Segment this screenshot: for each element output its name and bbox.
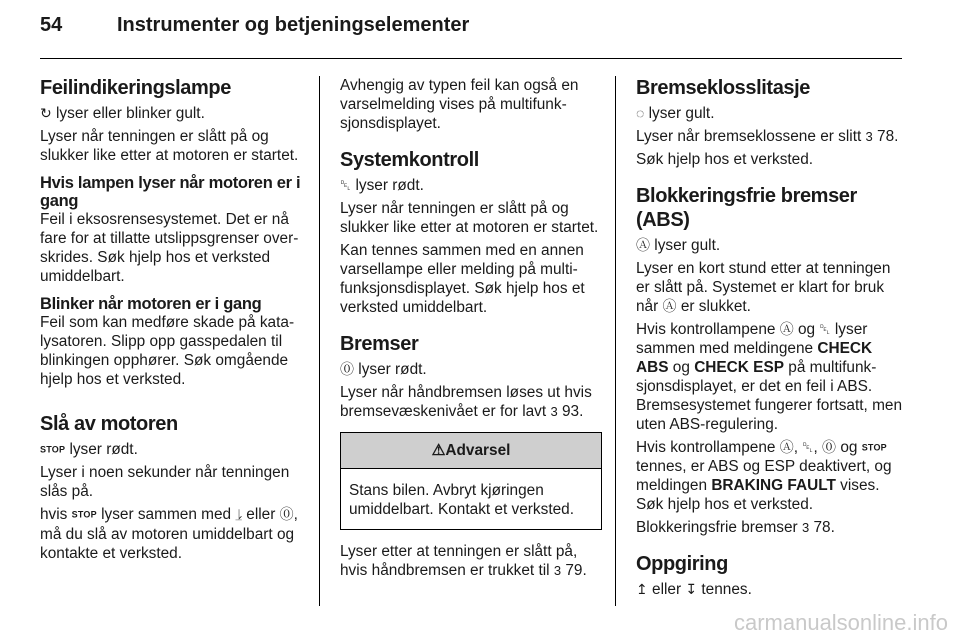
text: Blokkeringsfrie bremser: [636, 519, 798, 537]
chapter-title: Instrumenter og betjeningselementer: [117, 14, 470, 36]
text: tennes, er ABS og ESP deaktivert, og meldingen: [636, 458, 892, 495]
warning-body: Stans bilen. Avbryt kjøringen umiddelbart. Kontakt et verksted.: [349, 482, 574, 518]
text: Hvis kontrollampene: [636, 439, 776, 456]
shift-down-icon: ↧: [685, 581, 698, 598]
column-divider-2: [615, 76, 616, 606]
section-title-brakes: Bremser: [340, 333, 419, 355]
text: Lyser når bremseklossene er slitt: [636, 128, 862, 145]
text: og: [840, 439, 858, 456]
text: lyser rødt.: [69, 441, 138, 458]
column-3: [636, 76, 902, 599]
section-title-system-check: Systemkontroll: [340, 149, 479, 171]
paragraph: Lyser når tenningen er slått på og slukker like etter at motoren er startet.: [340, 200, 599, 236]
text: tennes.: [701, 581, 752, 599]
stop-icon: STOP: [40, 444, 66, 455]
page-ref[interactable]: 79.: [565, 562, 587, 579]
paragraph: Søk hjelp hos et verksted.: [636, 151, 814, 168]
brake-icon: ⓪: [340, 361, 354, 377]
message-check-esp: CHECK ESP: [694, 359, 784, 376]
page-ref-icon: 3: [801, 520, 810, 536]
text: vises. Søk hjelp hos et verksted.: [636, 477, 880, 514]
abs-icon: Ⓐ: [779, 439, 794, 455]
coolant-icon: ⥕: [235, 506, 242, 523]
text: hvis: [40, 506, 68, 524]
text: er slukket.: [680, 298, 751, 315]
section-title-stop-engine: Slå av motoren: [40, 413, 178, 435]
page-ref[interactable]: 93.: [561, 403, 584, 420]
text: og: [672, 359, 690, 376]
header-rule: [40, 58, 902, 59]
abs-icon: Ⓐ: [636, 237, 650, 253]
text: lyser rødt.: [355, 177, 424, 194]
text: lyser rødt.: [358, 361, 427, 378]
column-divider-1: [319, 76, 320, 606]
section-title-brake-pad-wear: Bremseklosslitasje: [636, 77, 811, 99]
message-check-abs: CHECK ABS: [636, 340, 873, 376]
warning-box: [340, 432, 602, 530]
brake-icon: ⓪: [822, 439, 837, 455]
text: Lyser en kort stund etter at tenningen er slått på. Systemet er klart for bruk når: [636, 260, 891, 315]
page-ref-icon: 3: [550, 404, 558, 419]
page-ref[interactable]: 78.: [877, 128, 899, 145]
page-ref[interactable]: 78.: [813, 519, 835, 537]
brake-icon: ⓪: [279, 506, 294, 523]
text: eller: [652, 581, 682, 599]
text: lyser sammen med meldingene: [636, 321, 868, 357]
section-title-malfunction-lamp: Feilindikeringslampe: [40, 77, 231, 99]
page-ref-icon: 3: [865, 129, 873, 144]
brake-pad-icon: ◌: [636, 105, 645, 121]
watermark: carmanualsonline.info: [733, 610, 948, 635]
text: ,: [813, 439, 818, 456]
subheading-lights: Hvis lampen lyser når motoren er i gang: [40, 174, 301, 210]
page-number: 54: [40, 14, 63, 36]
shift-up-icon: ↥: [636, 581, 648, 598]
text: Advarsel: [445, 442, 511, 459]
text: lyser gult.: [654, 237, 721, 254]
text: eller: [246, 506, 276, 524]
column-1: [40, 76, 306, 563]
paragraph: Lyser i noen sekunder når tenningen slås på.: [40, 464, 290, 501]
text: lyser sammen med: [101, 506, 232, 524]
page-header: [40, 14, 469, 37]
section-title-abs: Blokkeringsfrie bremser (ABS): [636, 185, 857, 231]
paragraph: Feil som kan medføre skade på katalysatoren. Slipp opp gasspedalen til blinkingen opphører. Søk omgående hjelp hos et verksted.: [40, 314, 295, 388]
wrench-icon: ␡: [802, 439, 814, 455]
abs-icon: Ⓐ: [662, 298, 677, 314]
warning-title: [341, 433, 601, 469]
abs-icon: Ⓐ: [779, 321, 794, 337]
text: og: [798, 321, 816, 338]
engine-icon: ↻: [40, 105, 52, 121]
text: på multifunksjonsdisplayet, er det en feil i ABS. Bremsesystemet fungerer fortsatt, men uten ABS-regulering.: [636, 359, 903, 433]
text: Hvis kontrollampene: [636, 321, 776, 338]
message-braking-fault: BRAKING FAULT: [711, 477, 836, 495]
paragraph: Feil i eksosrensesystemet. Det er nå fare for at tillatte utslippsgrenser overskrides. Søk hjelp hos et verksted umiddelbart.: [40, 211, 299, 285]
text: ,: [793, 439, 798, 456]
wrench-icon: ␡: [340, 177, 352, 193]
text: , må du slå av motoren umiddelbart og kontakte et verksted.: [40, 506, 298, 562]
text: lyser gult.: [648, 105, 715, 122]
stop-icon: STOP: [71, 509, 97, 520]
stop-icon: STOP: [861, 442, 887, 453]
paragraph: Kan tennes sammen med en annen varsellampe eller melding på multifunksjonsdisplayet. Søk hjelp hos et verksted umiddelbart.: [340, 242, 585, 316]
text: Lyser når håndbremsen løses ut hvis bremsevæskenivået er for lavt: [340, 384, 592, 420]
text: Lyser etter at tenningen er slått på, hvis håndbremsen er trukket til: [340, 543, 578, 579]
paragraph: Avhengig av typen feil kan også en varselmelding vises på multifunksjonsdisplayet.: [340, 77, 579, 132]
page-ref-icon: 3: [553, 563, 562, 578]
paragraph: Lyser når tenningen er slått på og slukker like etter at motoren er startet.: [40, 128, 299, 164]
warning-icon: ⚠: [431, 442, 446, 459]
section-title-upshift: Oppgiring: [636, 553, 728, 576]
wrench-icon: ␡: [819, 321, 831, 337]
text: lyser eller blinker gult.: [56, 105, 205, 122]
subheading-flashes: Blinker når motoren er i gang: [40, 295, 262, 313]
column-2: [340, 76, 606, 580]
